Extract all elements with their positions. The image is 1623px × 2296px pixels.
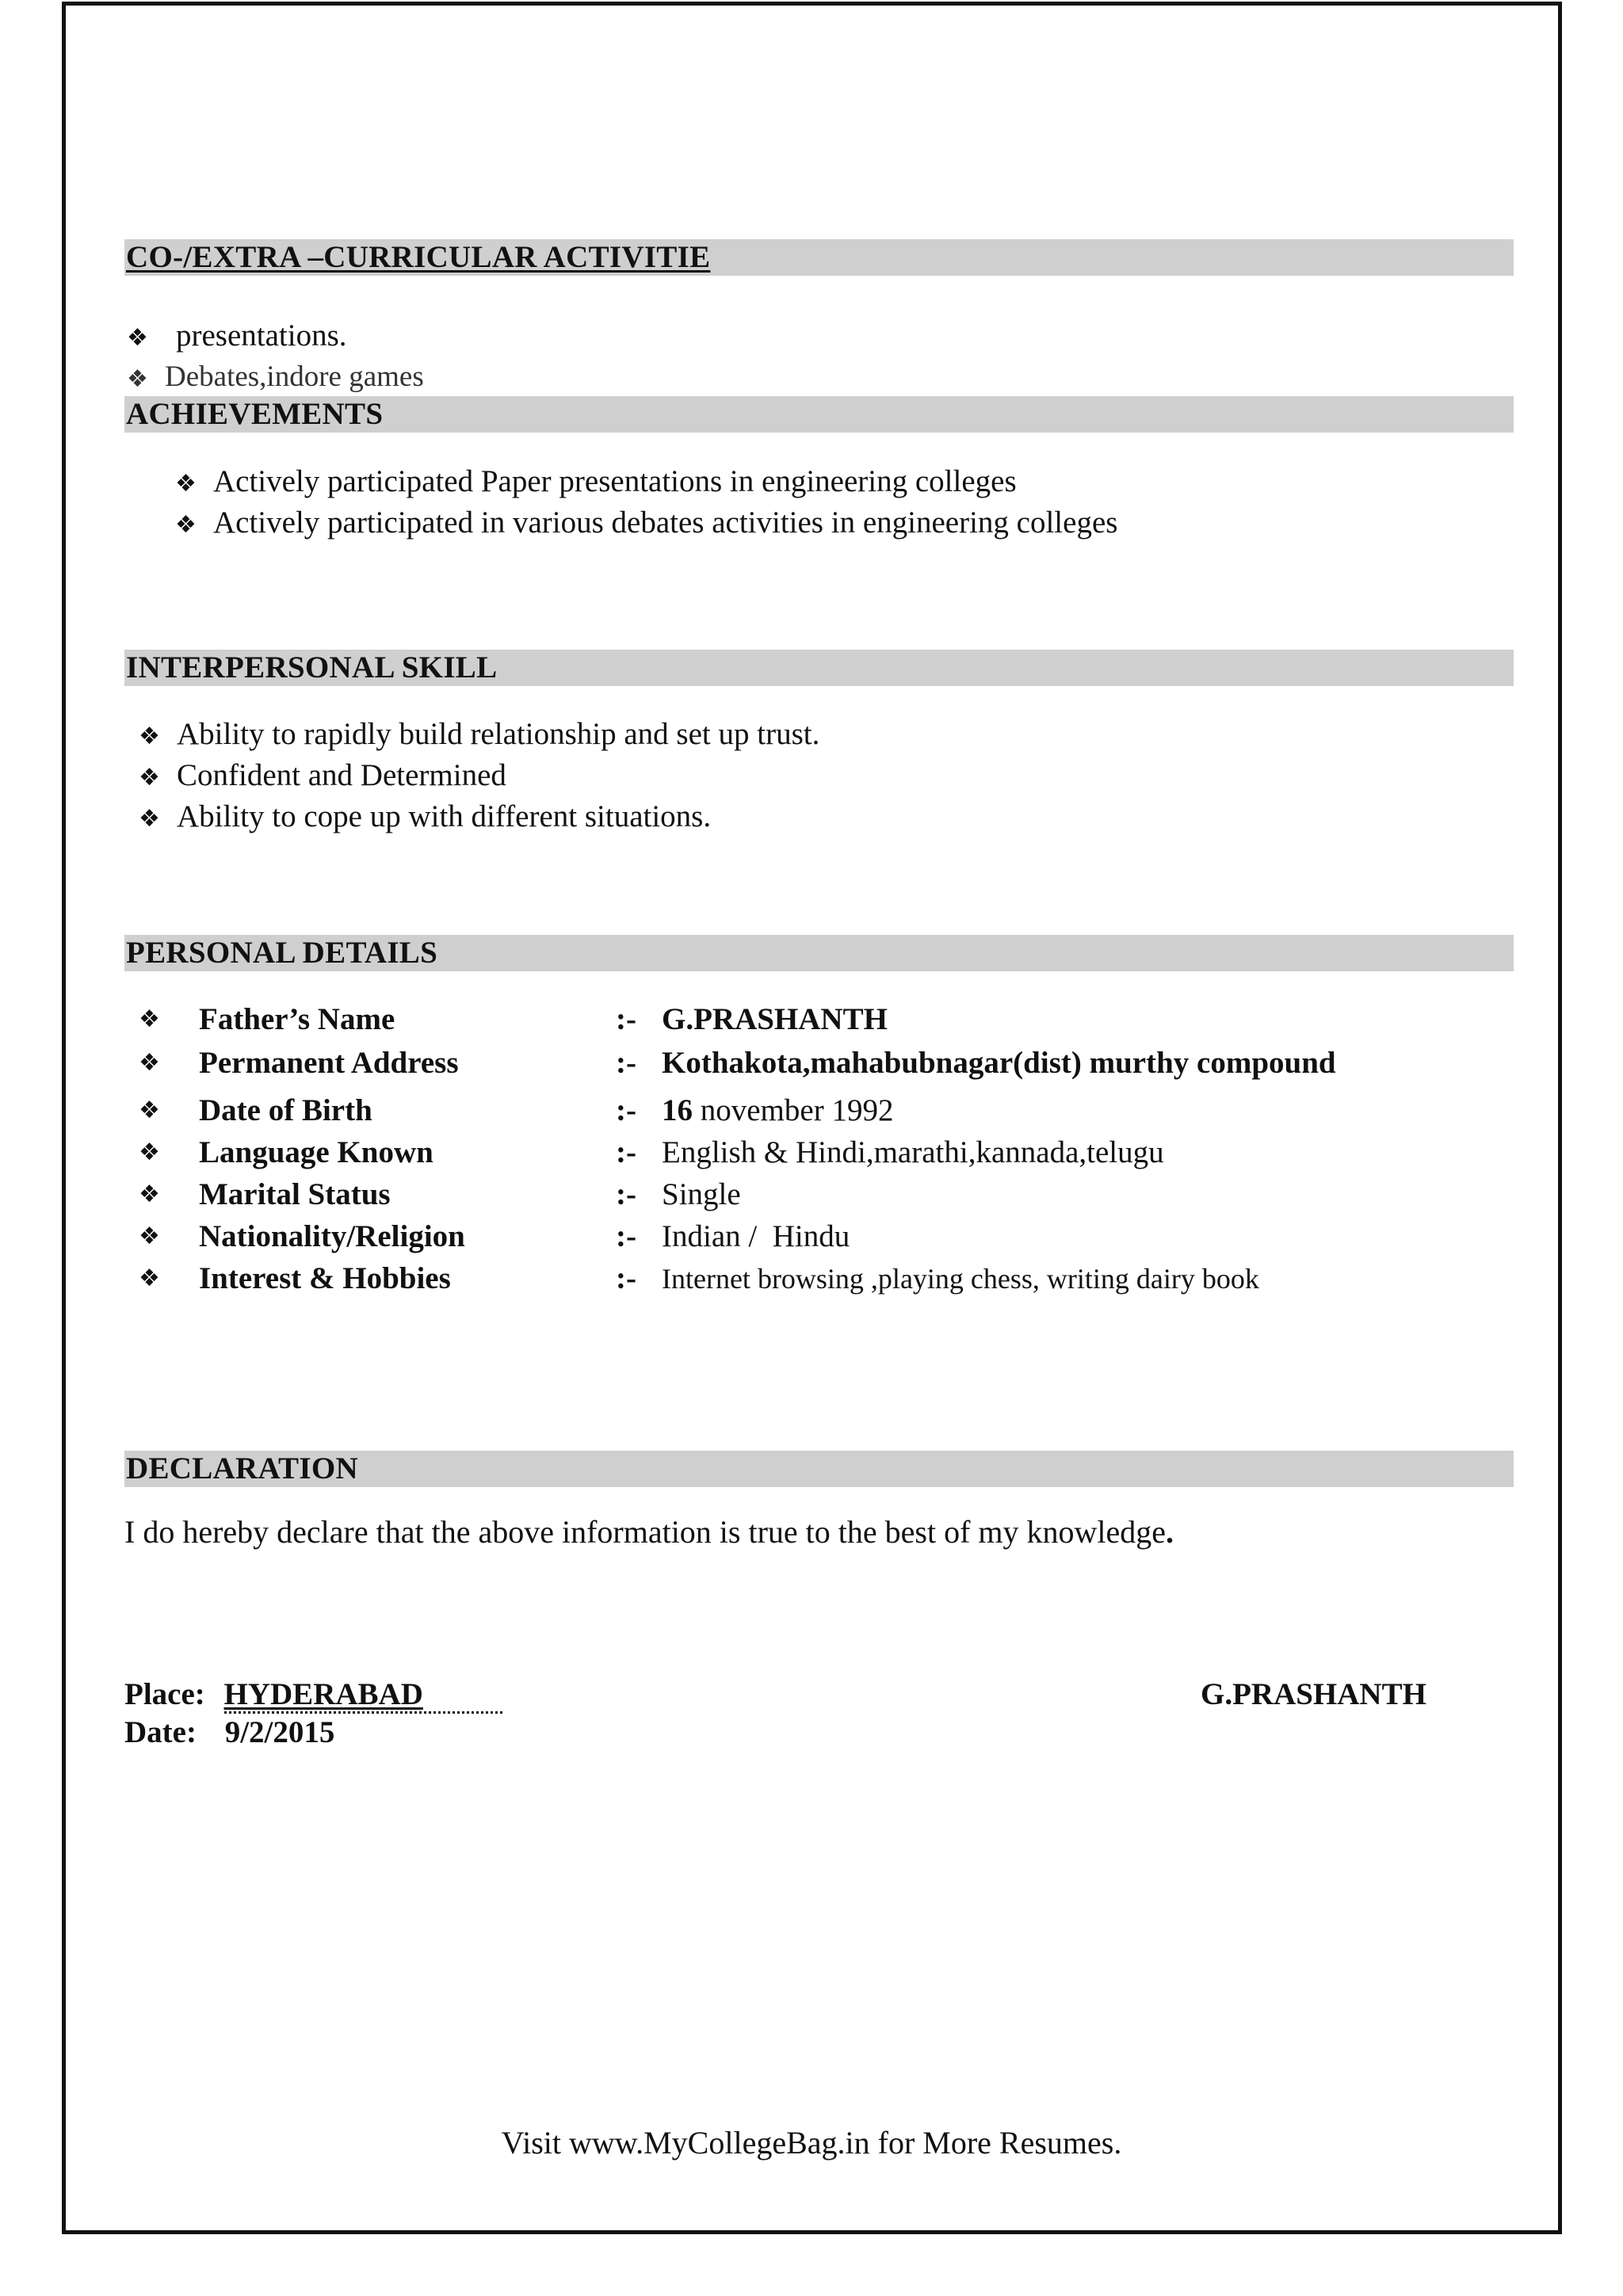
detail-value-language-known: English & Hindi,marathi,kannada,telugu bbox=[662, 1135, 1164, 1169]
place-value bbox=[224, 1677, 502, 1714]
detail-value-marital-status: Single bbox=[662, 1177, 741, 1211]
detail-label-date-of-birth: Date of Birth bbox=[199, 1093, 372, 1127]
place-line bbox=[124, 1676, 502, 1714]
diamond-bullet-icon: ❖ bbox=[175, 511, 197, 540]
list-item-text: Ability to rapidly build relationship and set up trust. bbox=[177, 717, 820, 751]
list-item bbox=[127, 358, 424, 399]
declaration-text bbox=[124, 1513, 1174, 1551]
date-value: 9/2/2015 bbox=[224, 1715, 335, 1749]
diamond-bullet-icon: ❖ bbox=[139, 723, 160, 751]
diamond-bullet-icon: ❖ bbox=[139, 1138, 160, 1166]
diamond-bullet-icon: ❖ bbox=[139, 1005, 160, 1033]
heading-text: ACHIEVEMENTS bbox=[126, 397, 384, 431]
diamond-bullet-icon: ❖ bbox=[139, 805, 160, 833]
list-item bbox=[139, 798, 711, 838]
detail-separator: :- bbox=[616, 1046, 636, 1080]
list-item bbox=[127, 317, 347, 357]
detail-separator: :- bbox=[616, 1135, 636, 1169]
place-label: Place: bbox=[124, 1677, 205, 1711]
detail-value-nationality-religion: Indian / Hindu bbox=[662, 1219, 850, 1253]
diamond-bullet-icon: ❖ bbox=[139, 764, 160, 792]
detail-value-fathers-name: G.PRASHANTH bbox=[662, 1002, 888, 1036]
list-item-text: Actively participated Paper presentations in engineering colleges bbox=[213, 464, 1017, 498]
section-heading-co-curricular bbox=[124, 239, 1514, 276]
diamond-bullet-icon: ❖ bbox=[127, 324, 148, 353]
heading-text: DECLARATION bbox=[126, 1451, 358, 1486]
section-heading-personal-details bbox=[124, 935, 1514, 971]
diamond-bullet-icon: ❖ bbox=[139, 1222, 160, 1250]
detail-value-permanent-address: Kothakota,mahabubnagar(dist) murthy compound bbox=[662, 1046, 1336, 1080]
footer-text: Visit www.MyCollegeBag.in for More Resumes. bbox=[501, 2125, 1122, 2161]
list-item bbox=[175, 463, 1017, 503]
section-heading-interpersonal bbox=[124, 650, 1514, 686]
detail-label-nationality-religion: Nationality/Religion bbox=[199, 1219, 465, 1253]
detail-separator: :- bbox=[616, 1093, 636, 1127]
dob-rest: november 1992 bbox=[693, 1093, 894, 1127]
declaration-end-mark: . bbox=[1166, 1514, 1174, 1550]
section-heading-achievements bbox=[124, 396, 1514, 433]
diamond-bullet-icon: ❖ bbox=[127, 364, 148, 393]
detail-label-interest-hobbies: Interest & Hobbies bbox=[199, 1261, 451, 1295]
detail-value-interest-hobbies: Internet browsing ,playing chess, writing dairy book bbox=[662, 1263, 1259, 1295]
detail-value-date-of-birth bbox=[662, 1092, 893, 1130]
list-item-text: Debates,indore games bbox=[165, 360, 424, 393]
detail-label-fathers-name: Father’s Name bbox=[199, 1002, 395, 1036]
place-value-text: HYDERABAD bbox=[223, 1677, 423, 1711]
dob-day: 16 bbox=[662, 1093, 693, 1127]
section-heading-declaration bbox=[124, 1451, 1514, 1487]
heading-text: INTERPERSONAL SKILL bbox=[126, 650, 498, 685]
list-item-text: Ability to cope up with different situations. bbox=[177, 799, 712, 833]
list-item bbox=[139, 715, 819, 756]
date-line bbox=[124, 1714, 334, 1752]
detail-separator: :- bbox=[616, 1177, 636, 1211]
detail-separator: :- bbox=[616, 1261, 636, 1295]
detail-separator: :- bbox=[616, 1219, 636, 1253]
signature-name: G.PRASHANTH bbox=[1201, 1677, 1426, 1711]
date-label: Date: bbox=[124, 1715, 197, 1749]
list-item-text: Confident and Determined bbox=[177, 758, 506, 792]
diamond-bullet-icon: ❖ bbox=[139, 1049, 160, 1077]
detail-separator: :- bbox=[616, 1002, 636, 1036]
detail-label-permanent-address: Permanent Address bbox=[199, 1046, 459, 1080]
heading-text: CO-/EXTRA –CURRICULAR ACTIVITIE bbox=[126, 240, 711, 274]
list-item bbox=[175, 504, 1117, 544]
diamond-bullet-icon: ❖ bbox=[139, 1264, 160, 1292]
diamond-bullet-icon: ❖ bbox=[139, 1097, 160, 1124]
list-item bbox=[139, 757, 506, 797]
list-item-text: Actively participated in various debates activities in engineering colleges bbox=[213, 505, 1118, 540]
heading-text: PERSONAL DETAILS bbox=[126, 936, 438, 970]
declaration-body: I do hereby declare that the above information is true to the best of my knowledge bbox=[124, 1514, 1167, 1550]
diamond-bullet-icon: ❖ bbox=[175, 470, 197, 498]
detail-label-marital-status: Marital Status bbox=[199, 1177, 391, 1211]
detail-label-language-known: Language Known bbox=[199, 1135, 433, 1169]
list-item-text: presentations. bbox=[176, 318, 347, 353]
diamond-bullet-icon: ❖ bbox=[139, 1180, 160, 1208]
